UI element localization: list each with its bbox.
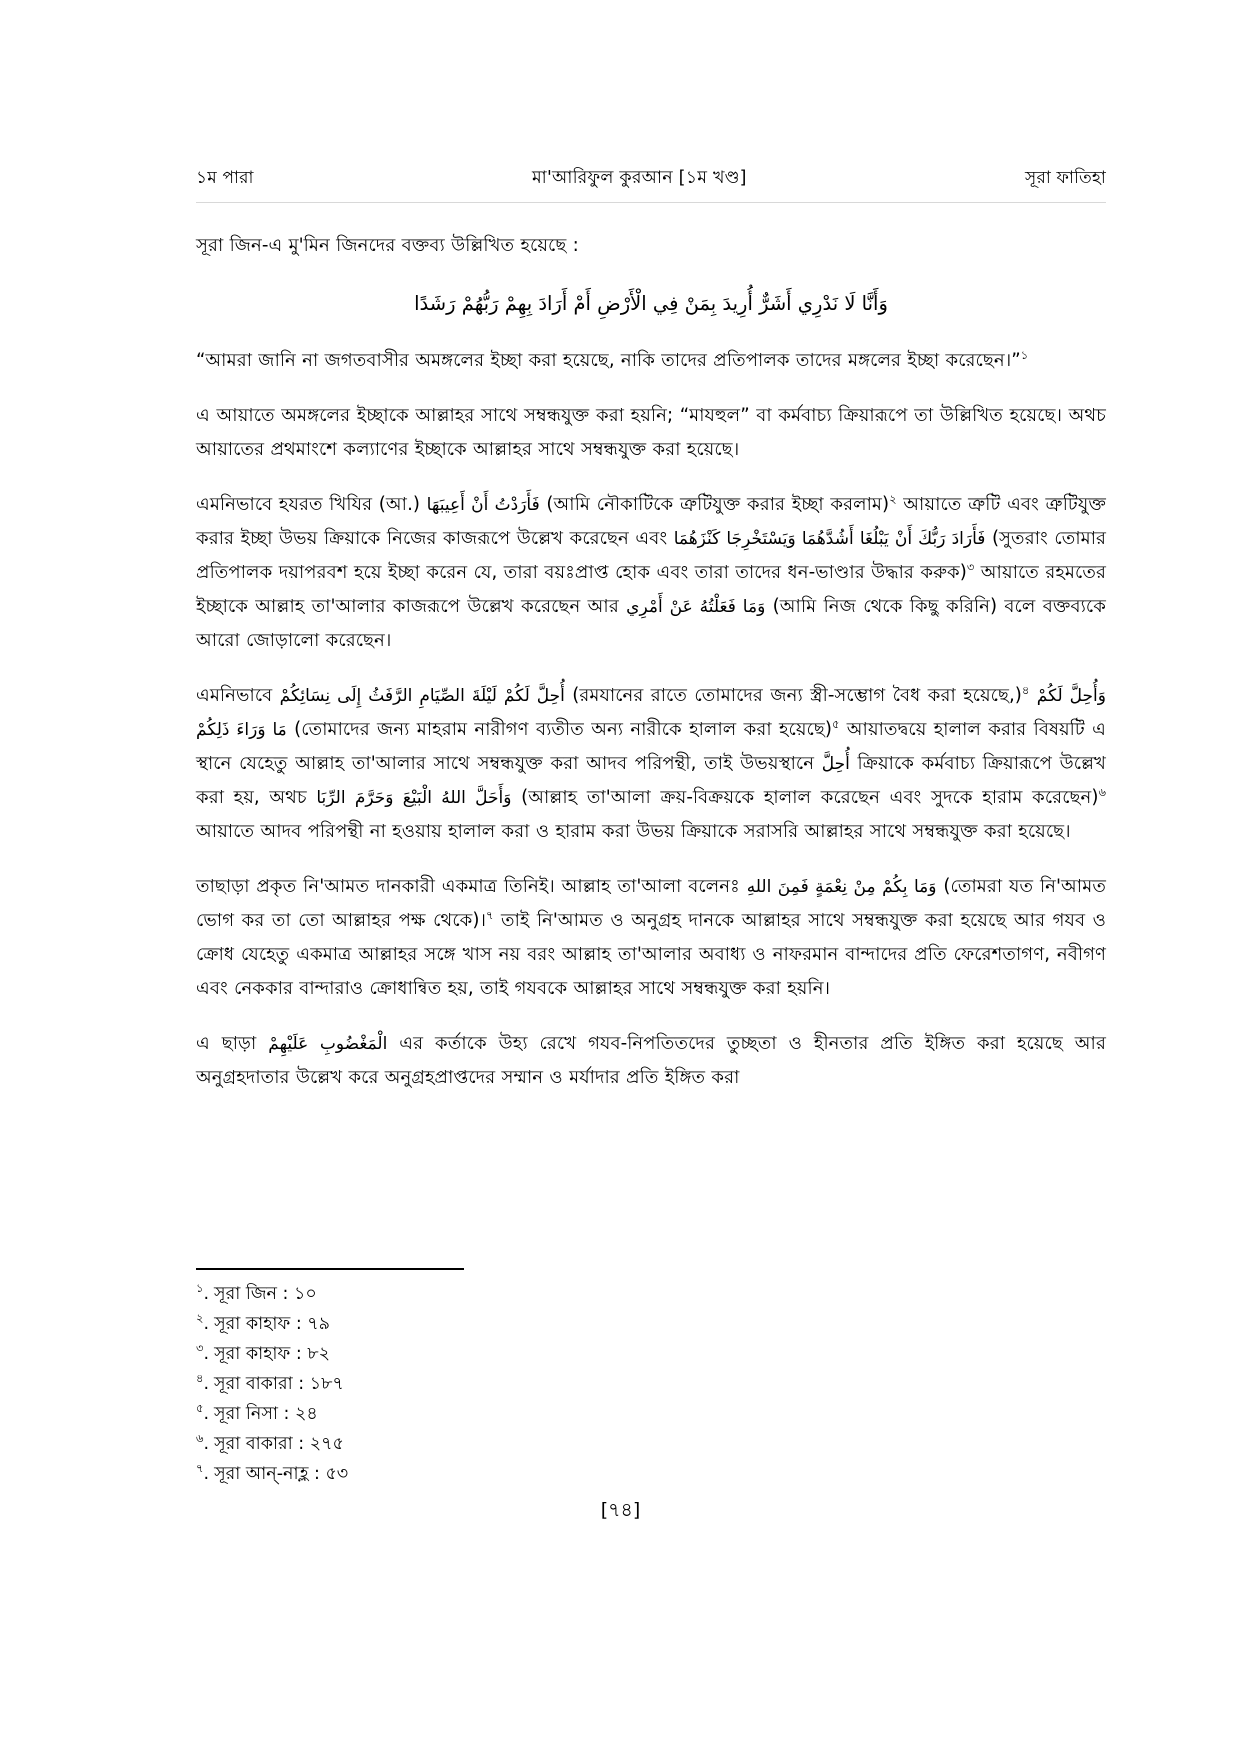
- paragraph-6: [196, 1027, 1106, 1095]
- p3-arabic-2: فَأَرَادَ رَبُّكَ أَنْ يَبْلُغَا أَشُدَّهُمَا وَيَسْتَخْرِجَا كَنْزَهُمَا: [673, 529, 986, 549]
- page-content: [196, 165, 1106, 1095]
- footnote-item: [196, 1279, 1106, 1309]
- footnote-list: [196, 1279, 1106, 1489]
- footnote-ref-3: ৩: [966, 559, 975, 574]
- page-number: [৭৪]: [600, 1499, 641, 1521]
- p4-segment-4: আয়াতদ্বয়ে হালাল করার বিষয়টি এ স্থানে যেহেতু আল্লাহ তা'আলার সাথে সম্বন্ধযুক্ত করা আদব পরিপন্থী, তাই উভয়স্থানে: [196, 719, 1106, 774]
- p4-segment-1: এমনিভাবে: [196, 685, 273, 706]
- footnote-text: সূরা আন্-নাহ্ল : ৫৩: [214, 1463, 349, 1484]
- running-head-right: সূরা ফাতিহা: [1025, 168, 1106, 188]
- footnote-number: ৩: [196, 1340, 204, 1355]
- footnote-text: সূরা কাহাফ : ৮২: [214, 1343, 331, 1364]
- paragraph-5: [196, 870, 1106, 1006]
- footnote-item: [196, 1369, 1106, 1399]
- footnote-ref-1: ১: [1020, 347, 1029, 362]
- footnote-ref-5: ৫: [831, 716, 840, 731]
- p3-arabic-3: وَمَا فَعَلْتُهُ عَنْ أَمْرِي: [626, 597, 766, 617]
- p3-segment-2: (আমি নৌকাটিকে ত্রুটিযুক্ত করার ইচ্ছা করলাম): [546, 494, 890, 515]
- p5-segment-1: তাছাড়া প্রকৃত নি'আমত দানকারী একমাত্র তিনিই। আল্লাহ তা'আলা বলেনঃ: [196, 876, 740, 897]
- p5-segment-2: (তোমরা যত নি'আমত ভোগ কর তা তো আল্লাহর পক্ষ থেকে)।: [196, 876, 1106, 931]
- running-head: [196, 165, 1106, 202]
- p3-arabic-1: فَأَرَدْتُ أَنْ أَعِيبَهَا: [426, 495, 540, 515]
- running-head-left: ১ম পারা: [196, 168, 254, 188]
- footnote-number: ২: [196, 1310, 204, 1325]
- footnote-number: ১: [196, 1280, 204, 1295]
- footnote-text: সূরা কাহাফ : ৭৯: [214, 1313, 331, 1334]
- verse-translation-paragraph: [196, 344, 1106, 378]
- paragraph-2: এ আয়াতে অমঙ্গলের ইচ্ছাকে আল্লাহর সাথে সম্বন্ধযুক্ত করা হয়নি; “মাযহুল” বা কর্মবাচ্য ক্রিয়ারূপে তা উল্লিখিত হয়েছে। অথচ আয়াতের প্রথমাংশে কল্যাণের ইচ্ছাকে আল্লাহর সাথে সম্বন্ধযুক্ত করা হয়েছে।: [196, 405, 1106, 460]
- p3-segment-1: এমনিভাবে হযরত খিযির (আ.): [196, 494, 420, 515]
- footnote-item: [196, 1399, 1106, 1429]
- footnote-item: [196, 1309, 1106, 1339]
- p4-segment-6: (আল্লাহ তা'আলা ক্রয়-বিক্রয়কে হালাল করেছেন এবং সুদকে হারাম করেছেন): [521, 787, 1099, 808]
- p3-segment-6: (আমি নিজ থেকে কিছু করিনি) বলে বক্তব্যকে আরো জোড়ালো করেছেন।: [196, 596, 1106, 651]
- running-head-center: মা'আরিফুল কুরআন [১ম খণ্ড]: [531, 168, 747, 188]
- footnote-number: ৭: [196, 1460, 204, 1475]
- paragraph-3: [196, 488, 1106, 658]
- footnote-separator: .: [203, 1373, 210, 1394]
- p4-arabic-3: أُحِلَّ: [821, 754, 850, 774]
- p3-segment-4: (সুতরাং তোমার প্রতিপালক দয়াপরবশ হয়ে ইচ্ছা করেন যে, তারা বয়ঃপ্রাপ্ত হোক এবং তারা তাদের ধন-ভাণ্ডার উদ্ধার করুক): [196, 528, 1106, 583]
- footnote-number: ৪: [196, 1370, 204, 1385]
- footnote-ref-4: ৪: [1021, 682, 1030, 697]
- quran-verse-jinn: وَأَنَّا لَا نَدْرِي أَشَرٌّ أُرِيدَ بِمَنْ فِي الْأَرْضِ أَمْ أَرَادَ بِهِمْ رَبُّهُمْ رَشَدًا: [414, 292, 888, 315]
- verse-translation-line1: “আমরা জানি না জগতবাসীর অমঙ্গলের ইচ্ছা করা হয়েছে, নাকি তাদের প্রতিপালক তাদের: [196, 350, 842, 371]
- p5-arabic-1: وَمَا بِكُمْ مِنْ نِعْمَةٍ فَمِنَ اللهِ: [746, 877, 937, 897]
- footnote-separator: .: [203, 1433, 210, 1454]
- footnote-item: [196, 1459, 1106, 1489]
- p4-segment-2: (রমযানের রাতে তোমাদের জন্য স্ত্রী-সম্ভোগ বৈধ করা হয়েছে,): [572, 685, 1022, 706]
- p4-arabic-2: وَأُحِلَّ لَكُمْ مَا وَرَاءَ ذَلِكُمْ: [196, 686, 1106, 740]
- footnote-divider: [196, 1268, 464, 1270]
- p6-segment-1: এ ছাড়া: [196, 1033, 257, 1054]
- p6-segment-2: এর কর্তাকে উহ্য রেখে গযব-নিপতিতদের তুচ্ছতা ও হীনতার প্রতি ইঙ্গিত করা হয়েছে আর অনুগ্রহদাতার উল্লেখ করে অনুগ্রহপ্রাপ্তদের সম্মান ও মর্যাদার প্রতি ইঙ্গিত করা: [196, 1033, 1106, 1088]
- running-head-divider: [196, 202, 1106, 203]
- footnote-ref-2: ২: [889, 491, 897, 506]
- footnote-text: সূরা জিন : ১০: [214, 1283, 317, 1304]
- p4-arabic-1: أُحِلَّ لَكُمْ لَيْلَةَ الصِّيَامِ الرَّفَثُ إِلَى نِسَائِكُمْ: [279, 686, 565, 706]
- p4-segment-3: (তোমাদের জন্য মাহরাম নারীগণ ব্যতীত অন্য নারীকে হালাল করা হয়েছে): [294, 719, 832, 740]
- footnote-item: [196, 1339, 1106, 1369]
- footnote-ref-6: ৬: [1098, 784, 1106, 799]
- footnote-text: সূরা নিসা : ২৪: [214, 1403, 318, 1424]
- p3-segment-5: আয়াতে রহমতের ইচ্ছাকে আল্লাহ তা'আলার কাজরূপে উল্লেখ করেছেন আর: [196, 562, 1106, 617]
- intro-paragraph: সূরা জিন-এ মু'মিন জিনদের বক্তব্য উল্লিখিত হয়েছে :: [196, 235, 579, 256]
- paragraph-4: [196, 679, 1106, 849]
- footnote-text: সূরা বাকারা : ২৭৫: [214, 1433, 344, 1454]
- footnote-separator: .: [203, 1343, 210, 1364]
- footnotes-section: [196, 1268, 1106, 1489]
- p3-segment-3: আয়াতে ত্রুটি এবং ত্রুটিযুক্ত করার ইচ্ছা উভয় ক্রিয়াকে নিজের কাজরূপে উল্লেখ করেছেন এবং: [196, 494, 1106, 549]
- footnote-separator: .: [203, 1313, 210, 1334]
- footnote-separator: .: [203, 1283, 210, 1304]
- footnote-separator: .: [203, 1403, 210, 1424]
- footnote-separator: .: [203, 1463, 210, 1484]
- p4-segment-7: আয়াতে আদব পরিপন্থী না হওয়ায় হালাল করা ও হারাম করা উভয় ক্রিয়াকে সরাসরি আল্লাহর সাথে সম্বন্ধযুক্ত করা হয়েছে।: [196, 821, 1071, 842]
- p4-segment-5: ক্রিয়াকে কর্মবাচ্য ক্রিয়ারূপে উল্লেখ করা হয়, অথচ: [196, 753, 1106, 808]
- p6-arabic-1: الْمَغْضُوبِ عَلَيْهِمْ: [268, 1034, 388, 1054]
- verse-translation-line2: মঙ্গলের ইচ্ছা করেছেন।”: [847, 350, 1021, 371]
- p4-arabic-4: وَأَحَلَّ اللهُ الْبَيْعَ وَحَرَّمَ الرِّبَا: [316, 788, 512, 808]
- footnote-text: সূরা বাকারা : ১৮৭: [214, 1373, 344, 1394]
- footnote-ref-7: ৭: [485, 907, 494, 922]
- footnote-item: [196, 1429, 1106, 1459]
- footnote-number: ৬: [196, 1430, 204, 1445]
- p5-segment-3: তাই নি'আমত ও অনুগ্রহ দানকে আল্লাহর সাথে সম্বন্ধযুক্ত করা হয়েছে আর গযব ও ক্রোধ যেহেতু একমাত্র আল্লাহর সঙ্গে খাস নয় বরং আল্লাহ তা'আলার অবাধ্য ও নাফরমান বান্দাদের প্রতি ফেরেশতাগণ, নবীগণ এবং নেককার বান্দারাও ক্রোধান্বিত হয়, তাই গযবকে আল্লাহর সাথে সম্বন্ধযুক্ত করা হয়নি।: [196, 910, 1106, 999]
- footnote-number: ৫: [196, 1400, 204, 1415]
